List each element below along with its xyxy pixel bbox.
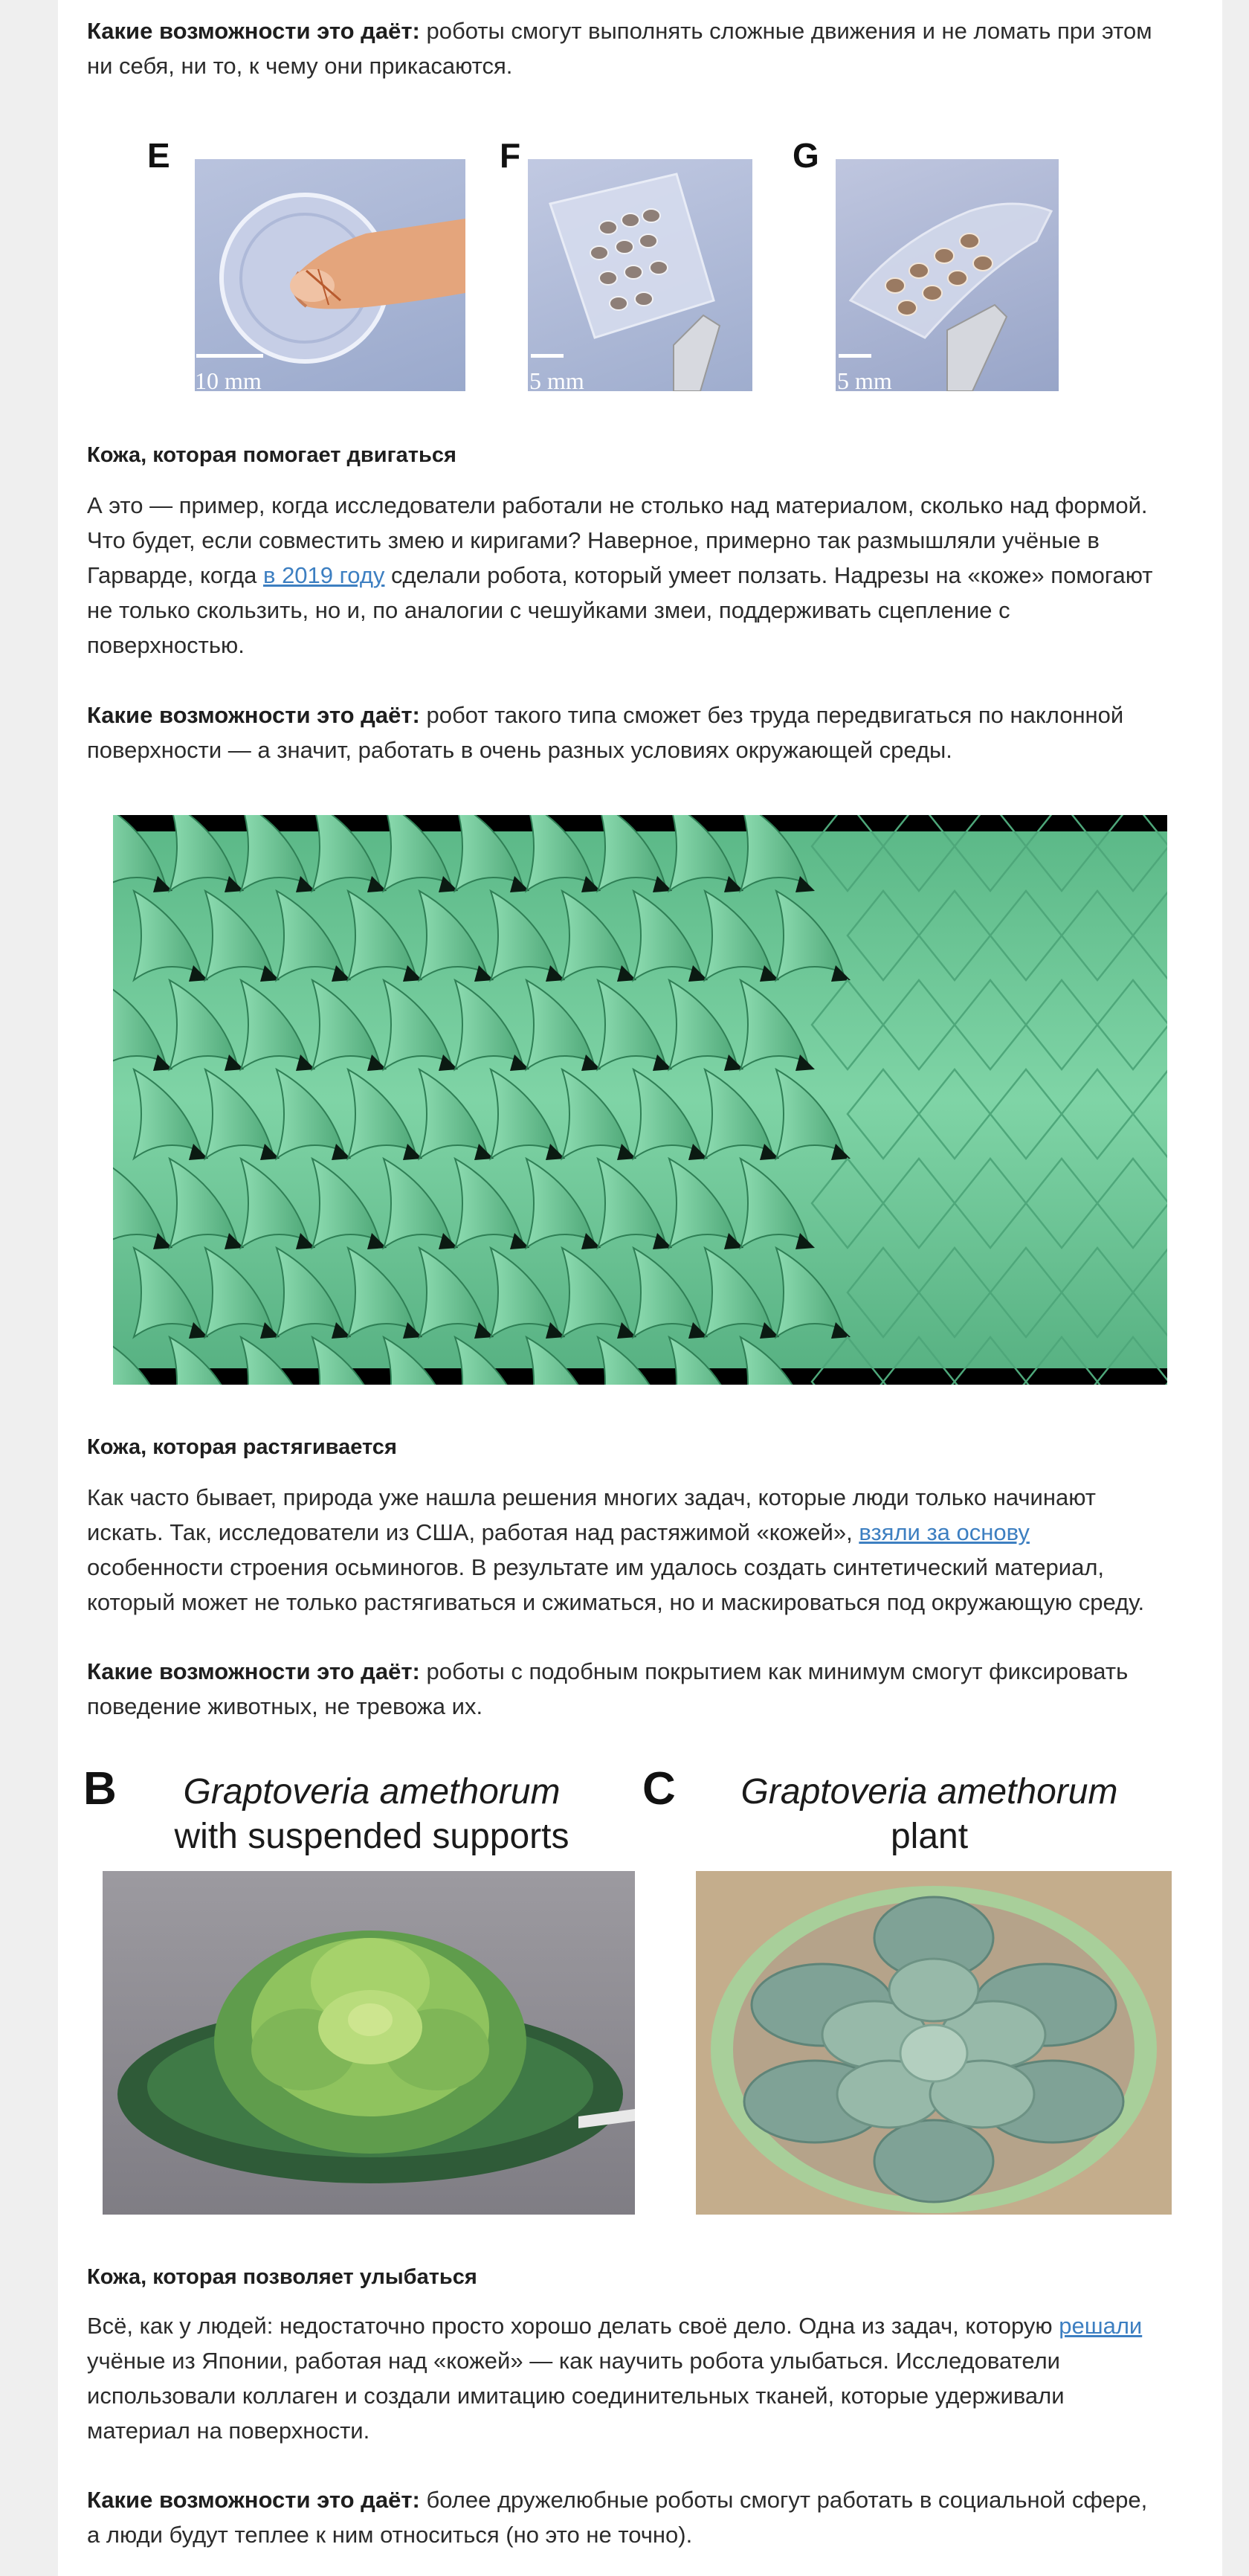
- move-paragraph-1: А это — пример, когда исследователи работали не столько над материалом, сколько над формой. Что будет, если совместить змею и киригами? Наверное, примерно так размышляли учёные в Гарварде, когда в 2019 году сделали робота, который умеет ползать. Надрезы на «коже» помогают не только скользить, но и, по аналогии с чешуйками змеи, поддерживать сцепление с поверхностью.: [87, 492, 1153, 658]
- scale-label-f: 5 mm: [529, 367, 584, 391]
- link-solved[interactable]: решали: [1059, 2313, 1143, 2339]
- heading-smile: Кожа, которая позволяет улыбаться: [87, 2265, 477, 2289]
- heading-stretch: Кожа, которая растягивается: [87, 1435, 397, 1459]
- heading-move: Кожа, которая помогает двигаться: [87, 443, 456, 467]
- panel-letter-e: E: [147, 136, 170, 175]
- move-paragraph-2: Какие возможности это даёт: робот такого типа сможет без труда передвигаться по наклонной поверхности — а значит, работать в очень разных условиях окружающей среды.: [87, 702, 1124, 763]
- smile-paragraph-2: Какие возможности это даёт: более дружелюбные роботы смогут работать в социальной сфере, а люди будут теплее к ним относиться (но это не точно).: [87, 2487, 1148, 2548]
- smile-paragraph-1: Всё, как у людей: недостаточно просто хорошо делать своё дело. Одна из задач, которую решали учёные из Японии, работая над «кожей» — как научить робота улыбаться. Исследователи использовали коллаген и создали имитацию соединительных тканей, которые удерживали материал на поверхности.: [87, 2313, 1143, 2444]
- kirigami-skin-image: [113, 815, 1167, 1385]
- scale-label-e: 10 mm: [195, 367, 262, 391]
- panel-f-image: [528, 159, 752, 391]
- panel-letter-g: G: [793, 136, 819, 175]
- kirigami-scales-illustration: [113, 815, 1167, 1385]
- panel-c-image: [696, 1871, 1172, 2215]
- caption-b: Graptoveria amethorum with suspended supports: [174, 1772, 569, 1856]
- link-octopus-basis[interactable]: взяли за основу: [859, 1519, 1030, 1545]
- panel-b-image: [103, 1871, 635, 2215]
- scale-bar-f: [531, 354, 564, 358]
- link-2019[interactable]: в 2019 году: [262, 562, 385, 588]
- real-succulent-illustration: [696, 1871, 1172, 2215]
- panel-letter-c: C: [642, 1763, 676, 1815]
- intro-paragraph: Какие возможности это даёт: роботы смогут выполнять сложные движения и не ломать при этом ни себя, ни то, к чему они прикасаются.: [87, 18, 1152, 79]
- intro-lead: Какие возможности это даёт:: [87, 18, 420, 44]
- panel-e-image: [195, 159, 465, 391]
- stretch-paragraph-1: Как часто бывает, природа уже нашла решения многих задач, которые люди только начинают искать. Так, исследователи из США, работая над растяжимой «кожей», взяли за основу особенности строения осьминогов. В результате им удалось создать синтетический материал, который может не только растягиваться и сжиматься, но и маскироваться под окружающую среду.: [87, 1484, 1145, 1615]
- scale-label-g: 5 mm: [837, 367, 892, 391]
- caption-c: Graptoveria amethorum plant: [740, 1772, 1118, 1856]
- panel-g-image: [836, 159, 1059, 391]
- scale-bar-g: [839, 354, 871, 358]
- panel-letter-b: B: [83, 1763, 117, 1815]
- synthetic-succulent-illustration: [103, 1871, 635, 2215]
- panel-letter-f: F: [500, 136, 521, 175]
- scale-bar-e: [196, 354, 263, 358]
- stretch-paragraph-2: Какие возможности это даёт: роботы с подобным покрытием как минимум смогут фиксировать поведение животных, не тревожа их.: [87, 1658, 1129, 1719]
